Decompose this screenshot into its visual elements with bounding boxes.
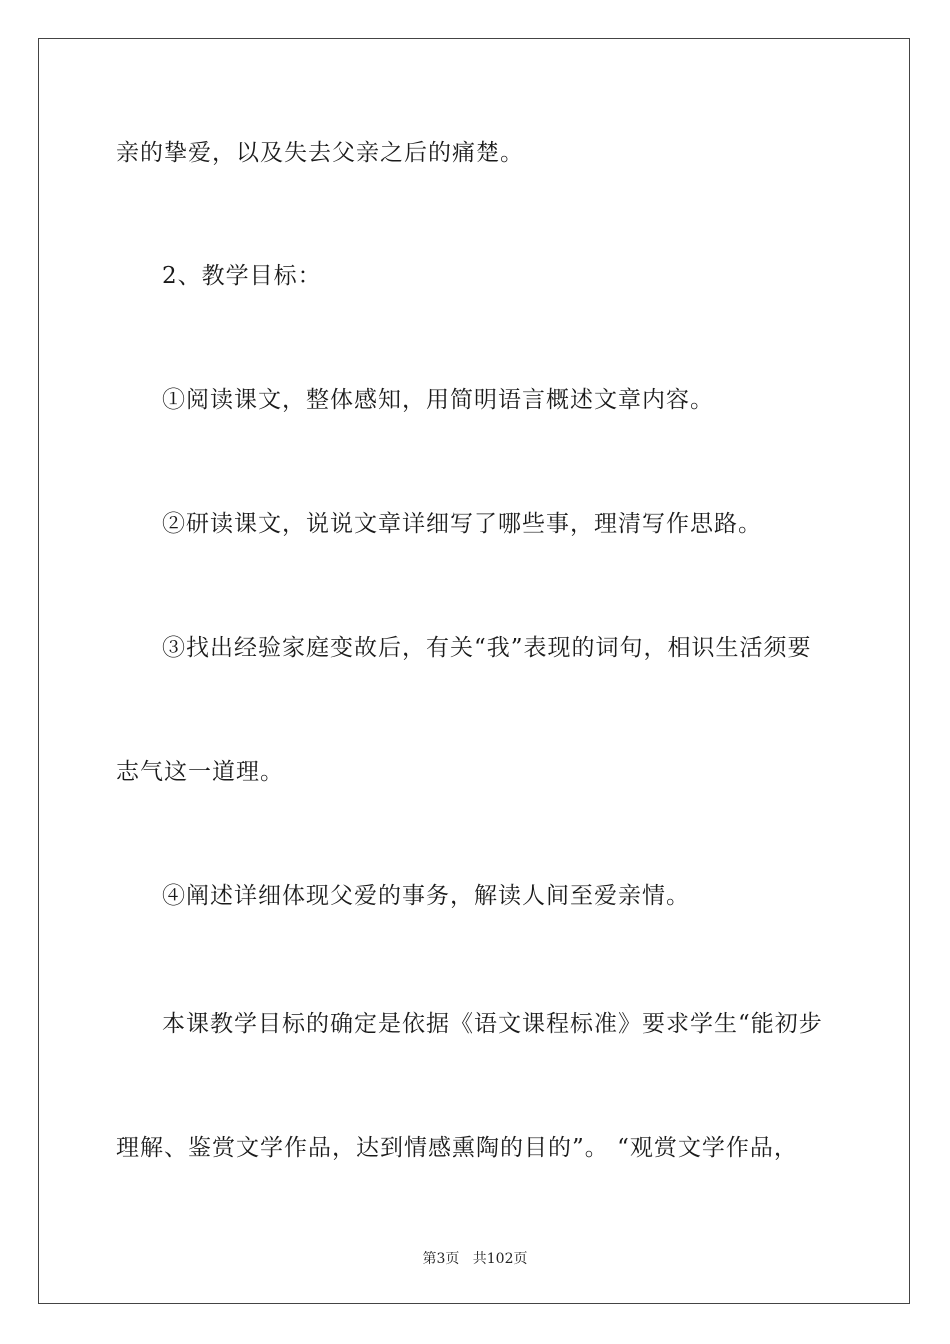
text-line: 亲的挚爱，以及失去父亲之后的痛楚。 [116,140,524,166]
goal-item: ③找出经验家庭变故后，有关“我”表现的词句，相识生活须要 [162,635,812,661]
text-line: 志气这一道理。 [116,759,284,785]
goal-item: ①阅读课文，整体感知，用简明语言概述文章内容。 [162,387,714,413]
page-border [38,38,910,1304]
section-heading: 2、教学目标： [162,263,322,289]
paragraph-line: 本课教学目标的确定是依据《语文课程标准》要求学生“能初步 [162,1011,823,1037]
page-number: 第3页 共102页 [422,1251,528,1267]
goal-item: ④阐述详细体现父爱的事务，解读人间至爱亲情。 [162,883,690,909]
goal-item: ②研读课文，说说文章详细写了哪些事，理清写作思路。 [162,511,762,537]
text-line: 理解、鉴赏文学作品，达到情感熏陶的目的”。 “观赏文学作品， [116,1135,798,1161]
